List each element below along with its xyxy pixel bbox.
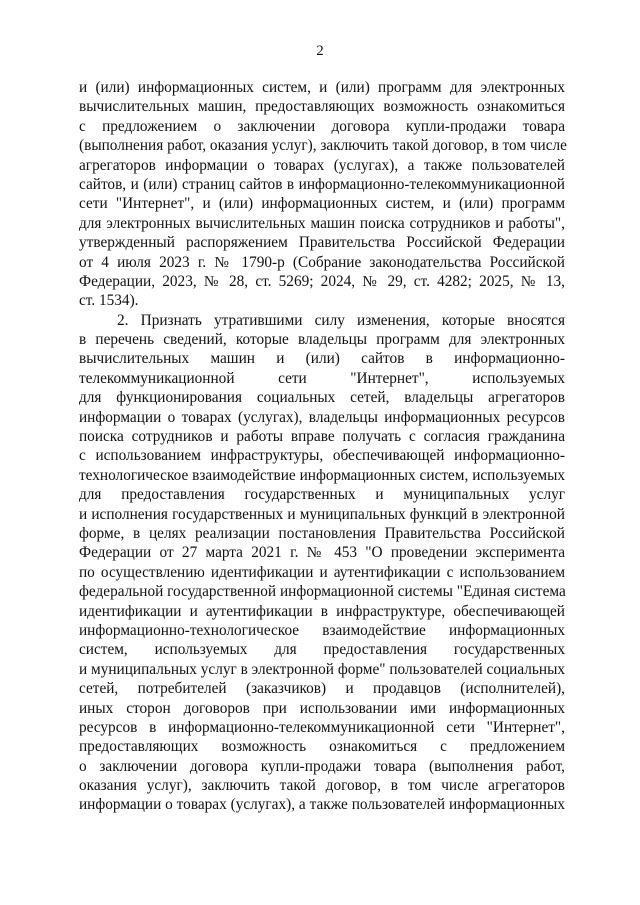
text-line: утвержденный распоряжением Правительства Российской Федерации <box>79 234 565 252</box>
text-line: и муниципальных услуг в электронной форме" пользователей социальных <box>79 660 565 678</box>
text-line: технологическое взаимодействие информационных систем, используемых <box>79 466 565 484</box>
text-line: вычислительных машин, предоставляющих возможность ознакомиться <box>79 98 565 116</box>
text-line: оказания услуг), заключить такой договор, в том числе агрегаторов <box>79 777 565 795</box>
text-line: информационно-технологическое взаимодействие информационных <box>79 621 565 639</box>
text-line: сайтов, и (или) страниц сайтов в информационно-телекоммуникационной <box>79 175 565 193</box>
text-line: иных сторон договоров при использовании ими информационных <box>79 699 565 717</box>
text-line: агрегаторов информации о товарах (услугах), а также пользователей <box>79 156 565 174</box>
text-line: предоставляющих возможность ознакомиться с предложением <box>79 738 565 756</box>
text-line: идентификации и аутентификации в инфраструктуре, обеспечивающей <box>79 602 565 620</box>
text-line: Федерации, 2023, № 28, ст. 5269; 2024, № 29, ст. 4282; 2025, № 13, <box>79 272 565 290</box>
text-line: информации о товарах (услугах), владельцы информационных ресурсов <box>79 408 565 426</box>
text-line: и исполнения государственных и муниципальных функций в электронной <box>79 505 565 523</box>
text-line: от 4 июля 2023 г. № 1790-р (Собрание законодательства Российской <box>79 253 565 271</box>
text-line: с использованием инфраструктуры, обеспечивающей информационно- <box>79 447 565 465</box>
text-line: форме, в целях реализации постановления Правительства Российской <box>79 524 565 542</box>
text-line: (выполнения работ, оказания услуг), заключить такой договор, в том числе <box>79 137 567 155</box>
text-line: по осуществлению идентификации и аутентификации с использованием <box>79 563 565 581</box>
text-line: о заключении договора купли-продажи товара (выполнения работ, <box>79 757 565 775</box>
text-line: сетей, потребителей (заказчиков) и продавцов (исполнителей), <box>79 680 565 698</box>
text-line: Федерации от 27 марта 2021 г. № 453 "О проведении эксперимента <box>79 544 565 562</box>
text-line: поиска сотрудников и работы вправе получать с согласия гражданина <box>79 428 565 446</box>
text-line: в перечень сведений, которые владельцы программ для электронных <box>79 331 565 349</box>
paragraph-first-line: 2. Признать утратившими силу изменения, которые вносятся <box>117 311 565 329</box>
text-line: для предоставления государственных и муниципальных услуг <box>79 486 565 504</box>
text-line: телекоммуникационной сети "Интернет", используемых <box>79 369 565 387</box>
text-line: сети "Интернет", и (или) информационных систем, и (или) программ <box>79 195 565 213</box>
text-line: вычислительных машин и (или) сайтов в информационно- <box>79 350 565 368</box>
text-line: систем, используемых для предоставления государственных <box>79 641 565 659</box>
page-number: 2 <box>316 43 324 59</box>
text-line: с предложением о заключении договора купли-продажи товара <box>79 117 565 135</box>
text-line: федеральной государственной информационной системы "Единая система <box>79 583 566 601</box>
document-body <box>79 78 565 815</box>
text-line: и (или) информационных систем, и (или) программ для электронных <box>79 79 565 96</box>
text-line: ст. 1534). <box>79 292 139 310</box>
text-line: для электронных вычислительных машин поиска сотрудников и работы", <box>79 214 565 232</box>
text-line: ресурсов в информационно-телекоммуникационной сети "Интернет", <box>79 718 565 736</box>
text-line: для функционирования социальных сетей, владельцы агрегаторов <box>79 389 565 407</box>
text-line: информации о товарах (услугах), а также пользователей информационных <box>79 796 565 814</box>
